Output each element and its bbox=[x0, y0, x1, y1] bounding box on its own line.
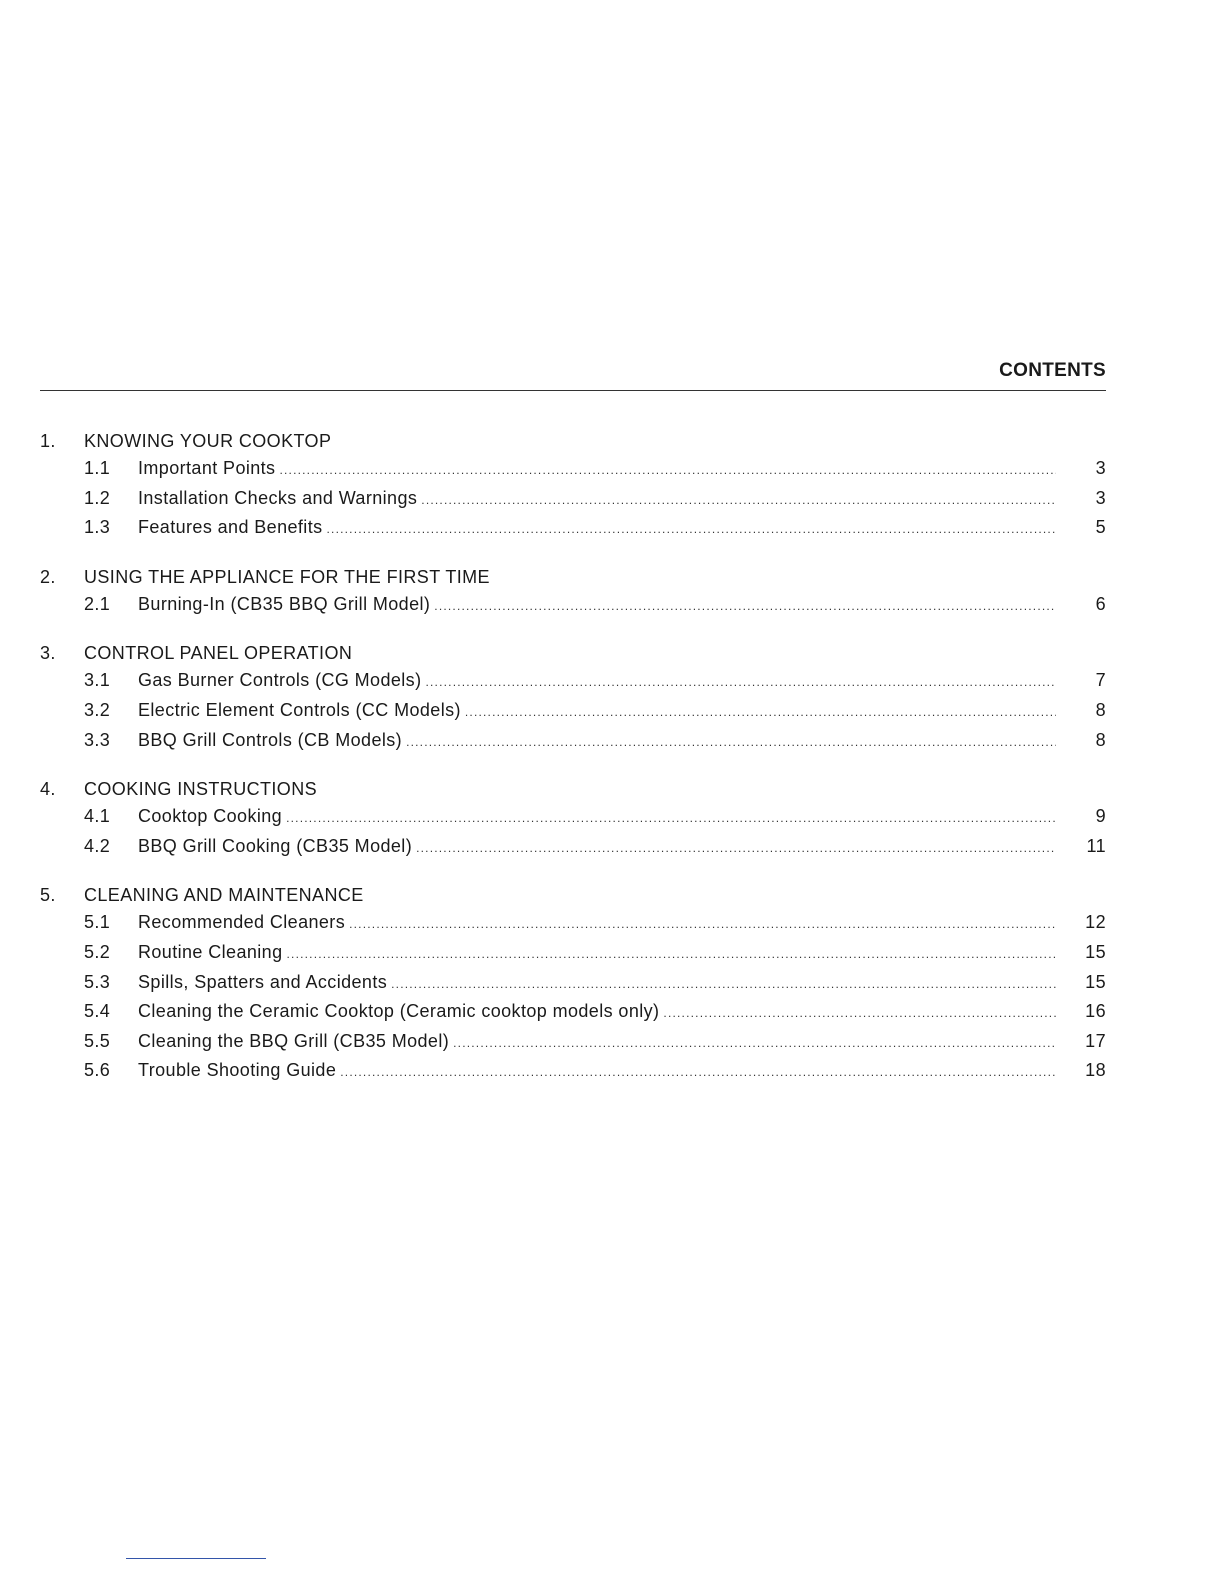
entry-number: 1.2 bbox=[84, 487, 111, 508]
entry-number: 1.3 bbox=[84, 517, 111, 538]
dot-leader bbox=[434, 592, 1056, 622]
dot-leader bbox=[349, 910, 1056, 940]
entry-title: Features and Benefits bbox=[138, 517, 323, 538]
entry-page-number: 18 bbox=[1085, 1060, 1106, 1081]
footer-rule bbox=[126, 1558, 266, 1559]
entry-number: 3.1 bbox=[84, 670, 111, 691]
header-divider bbox=[40, 390, 1106, 391]
section-number: 1. bbox=[40, 431, 56, 451]
dot-leader bbox=[406, 728, 1056, 758]
entry-number: 5.5 bbox=[84, 1030, 111, 1051]
toc-entry[interactable] bbox=[40, 590, 1106, 620]
entry-title: Electric Element Controls (CC Models) bbox=[138, 699, 461, 720]
dot-leader bbox=[327, 515, 1056, 545]
entry-page-number: 16 bbox=[1085, 1001, 1106, 1022]
entry-number: 5.6 bbox=[84, 1060, 111, 1081]
section-title: USING THE APPLIANCE FOR THE FIRST TIME bbox=[84, 566, 490, 587]
toc-entry[interactable] bbox=[40, 454, 1106, 484]
entry-number: 4.2 bbox=[84, 835, 111, 856]
entry-title: BBQ Grill Cooking (CB35 Model) bbox=[138, 835, 413, 856]
entry-number: 5.3 bbox=[84, 971, 111, 992]
toc-entry[interactable] bbox=[40, 484, 1106, 514]
page-title: CONTENTS bbox=[999, 360, 1106, 381]
toc-section bbox=[40, 565, 1106, 620]
table-of-contents bbox=[40, 429, 1106, 1108]
section-heading bbox=[40, 565, 1106, 590]
entry-number: 3.2 bbox=[84, 699, 111, 720]
toc-entry[interactable] bbox=[40, 802, 1106, 832]
entry-title: Cleaning the Ceramic Cooktop (Ceramic cooktop models only) bbox=[138, 1001, 660, 1022]
entry-number: 3.3 bbox=[84, 729, 111, 750]
section-title: KNOWING YOUR COOKTOP bbox=[84, 431, 332, 451]
toc-entry[interactable] bbox=[40, 908, 1106, 938]
entry-page-number: 5 bbox=[1095, 517, 1106, 538]
entry-page-number: 3 bbox=[1095, 487, 1106, 508]
entry-page-number: 15 bbox=[1085, 971, 1106, 992]
entry-number: 2.1 bbox=[84, 593, 111, 614]
entry-page-number: 7 bbox=[1095, 670, 1106, 691]
dot-leader bbox=[425, 668, 1056, 698]
entry-number: 1.1 bbox=[84, 458, 111, 478]
dot-leader bbox=[391, 970, 1056, 1000]
toc-entry[interactable] bbox=[40, 997, 1106, 1027]
toc-section bbox=[40, 883, 1106, 1086]
section-number: 4. bbox=[40, 779, 56, 800]
toc-entry[interactable] bbox=[40, 832, 1106, 862]
entry-page-number: 11 bbox=[1086, 835, 1106, 856]
dot-leader bbox=[663, 999, 1056, 1029]
toc-entry[interactable] bbox=[40, 968, 1106, 998]
entry-page-number: 9 bbox=[1095, 806, 1106, 827]
dot-leader bbox=[286, 804, 1056, 834]
section-title: CLEANING AND MAINTENANCE bbox=[84, 885, 364, 906]
toc-entry[interactable] bbox=[40, 1056, 1106, 1086]
section-title: COOKING INSTRUCTIONS bbox=[84, 779, 318, 800]
entry-page-number: 12 bbox=[1085, 912, 1106, 933]
entry-page-number: 6 bbox=[1095, 593, 1106, 614]
entry-title: Recommended Cleaners bbox=[138, 912, 346, 933]
dot-leader bbox=[421, 486, 1056, 516]
entry-title: Gas Burner Controls (CG Models) bbox=[138, 670, 422, 691]
section-heading bbox=[40, 429, 1106, 454]
dot-leader bbox=[287, 940, 1057, 970]
toc-section bbox=[40, 777, 1106, 861]
dot-leader bbox=[453, 1029, 1056, 1059]
section-number: 3. bbox=[40, 643, 56, 664]
entry-title: BBQ Grill Controls (CB Models) bbox=[138, 729, 403, 750]
entry-number: 5.2 bbox=[84, 941, 111, 962]
entry-title: Cooktop Cooking bbox=[138, 806, 283, 827]
toc-section bbox=[40, 641, 1106, 755]
entry-page-number: 8 bbox=[1095, 699, 1106, 720]
toc-section bbox=[40, 429, 1106, 543]
section-heading bbox=[40, 777, 1106, 802]
dot-leader bbox=[465, 698, 1056, 728]
dot-leader bbox=[416, 834, 1056, 864]
entry-title: Burning-In (CB35 BBQ Grill Model) bbox=[138, 593, 431, 614]
entry-page-number: 17 bbox=[1085, 1030, 1106, 1051]
entry-page-number: 3 bbox=[1095, 458, 1106, 478]
toc-entry[interactable] bbox=[40, 696, 1106, 726]
entry-page-number: 8 bbox=[1095, 729, 1106, 750]
entry-title: Trouble Shooting Guide bbox=[138, 1060, 337, 1081]
entry-title: Installation Checks and Warnings bbox=[138, 487, 418, 508]
toc-entry[interactable] bbox=[40, 1027, 1106, 1057]
section-number: 5. bbox=[40, 885, 56, 906]
toc-entry[interactable] bbox=[40, 666, 1106, 696]
entry-title: Spills, Spatters and Accidents bbox=[138, 971, 388, 992]
entry-title: Routine Cleaning bbox=[138, 941, 283, 962]
entry-title: Cleaning the BBQ Grill (CB35 Model) bbox=[138, 1030, 450, 1051]
section-title: CONTROL PANEL OPERATION bbox=[84, 643, 353, 664]
entry-number: 5.4 bbox=[84, 1001, 111, 1022]
toc-entry[interactable] bbox=[40, 938, 1106, 968]
entry-number: 4.1 bbox=[84, 806, 111, 827]
entry-page-number: 15 bbox=[1085, 941, 1106, 962]
entry-number: 5.1 bbox=[84, 912, 111, 933]
entry-title: Important Points bbox=[138, 458, 276, 478]
section-heading bbox=[40, 641, 1106, 666]
toc-entry[interactable] bbox=[40, 513, 1106, 543]
dot-leader bbox=[340, 1058, 1056, 1088]
section-number: 2. bbox=[40, 566, 56, 587]
dot-leader bbox=[279, 456, 1056, 486]
toc-entry[interactable] bbox=[40, 726, 1106, 756]
section-heading bbox=[40, 883, 1106, 908]
